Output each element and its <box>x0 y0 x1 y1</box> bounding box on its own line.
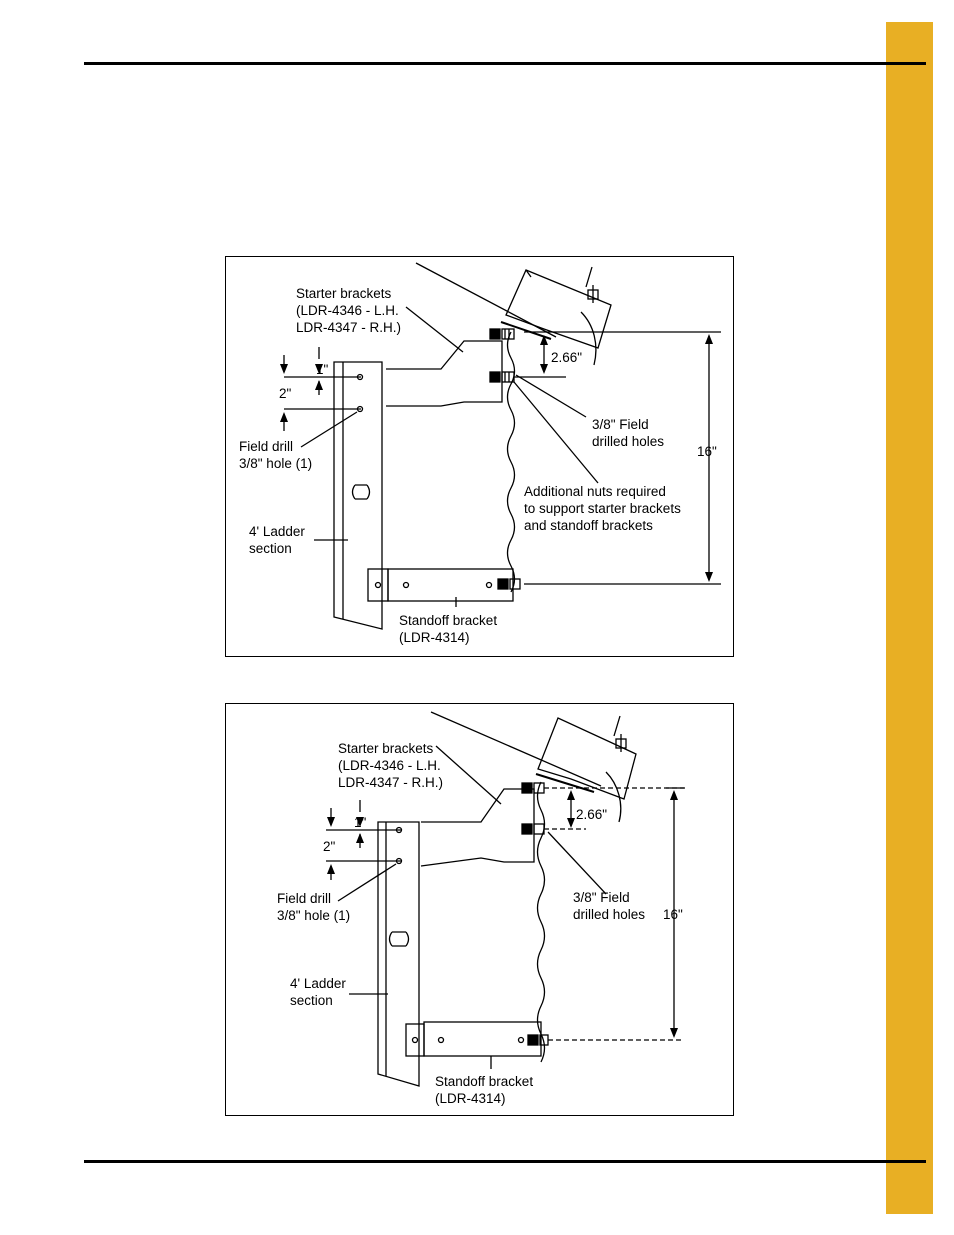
starter-bracket <box>421 789 534 866</box>
ladder-rail <box>334 362 382 629</box>
standoff-bracket-line-1: Standoff bracket <box>399 613 498 628</box>
standoff-bracket <box>388 569 513 601</box>
additional-nuts-line-3: and standoff brackets <box>524 518 653 533</box>
dimension-1in-label: 1" <box>316 362 329 377</box>
field-drilled-holes-line-2: drilled holes <box>573 907 646 922</box>
field-drill-line-2: 3/8" hole (1) <box>277 908 351 923</box>
starter-brackets-label <box>296 285 401 336</box>
corrugated-wall <box>508 332 515 592</box>
field-drilled-holes-line-1: 3/8" Field <box>573 890 630 905</box>
ladder-section-line-2: section <box>249 541 292 556</box>
starter-brackets-line-3: LDR-4347 - R.H.) <box>338 775 444 790</box>
starter-brackets-line-3: LDR-4347 - R.H.) <box>296 320 402 335</box>
field-drilled-holes-label <box>592 416 664 450</box>
starter-brackets-line-1: Starter brackets <box>296 286 392 301</box>
dimension-2in-label: 2" <box>323 839 336 854</box>
ladder-section-line-1: 4' Ladder <box>249 524 305 539</box>
dimension-16in-label: 16" <box>663 907 683 922</box>
dimension-16in-label: 16" <box>697 444 717 459</box>
field-drill-line-1: Field drill <box>239 439 294 454</box>
field-drill-line-2: 3/8" hole (1) <box>239 456 313 471</box>
starter-bracket <box>386 341 502 406</box>
additional-nuts-line-1: Additional nuts required <box>524 484 666 499</box>
standoff-bracket-line-2: (LDR-4314) <box>399 630 470 645</box>
additional-nuts-label <box>524 483 681 534</box>
field-drilled-holes-line-1: 3/8" Field <box>592 417 649 432</box>
dimension-2in-label: 2" <box>279 386 292 401</box>
standoff-end <box>406 1024 424 1056</box>
figure-starter-brackets <box>225 703 734 1116</box>
eave-flashing <box>538 718 636 799</box>
starter-brackets-line-1: Starter brackets <box>338 741 434 756</box>
dimension-2-66in-label: 2.66" <box>551 350 583 365</box>
header-rule <box>84 62 926 65</box>
ladder-section-label <box>249 523 305 557</box>
starter-brackets-line-2: (LDR-4346 - L.H. <box>296 303 399 318</box>
roof-line <box>431 712 601 786</box>
standoff-bracket-line-1: Standoff bracket <box>435 1074 534 1089</box>
eave-flashing <box>506 270 611 348</box>
figure-starter-brackets-with-nuts <box>225 256 734 657</box>
field-drilled-holes-line-2: drilled holes <box>592 434 665 449</box>
standoff-bracket-label <box>435 1073 533 1107</box>
section-tab <box>886 22 933 1214</box>
field-drill-label <box>277 890 350 924</box>
standoff-bracket-line-2: (LDR-4314) <box>435 1091 506 1106</box>
dimension-2-66in-label: 2.66" <box>576 807 608 822</box>
standoff-bracket-label <box>399 612 497 646</box>
ladder-section-label <box>290 975 346 1009</box>
standoff-end <box>368 569 388 601</box>
ladder-section-line-2: section <box>290 993 333 1008</box>
dimension-1in-label: 1" <box>354 815 367 830</box>
field-drill-line-1: Field drill <box>277 891 332 906</box>
ladder-section-line-1: 4' Ladder <box>290 976 346 991</box>
drip-edge <box>581 312 596 365</box>
footer-rule <box>84 1160 926 1163</box>
additional-nuts-line-2: to support starter brackets <box>524 501 681 516</box>
starter-brackets-label <box>338 740 443 791</box>
field-drill-label <box>239 438 312 472</box>
starter-brackets-line-2: (LDR-4346 - L.H. <box>338 758 441 773</box>
field-drilled-holes-label <box>573 889 645 923</box>
